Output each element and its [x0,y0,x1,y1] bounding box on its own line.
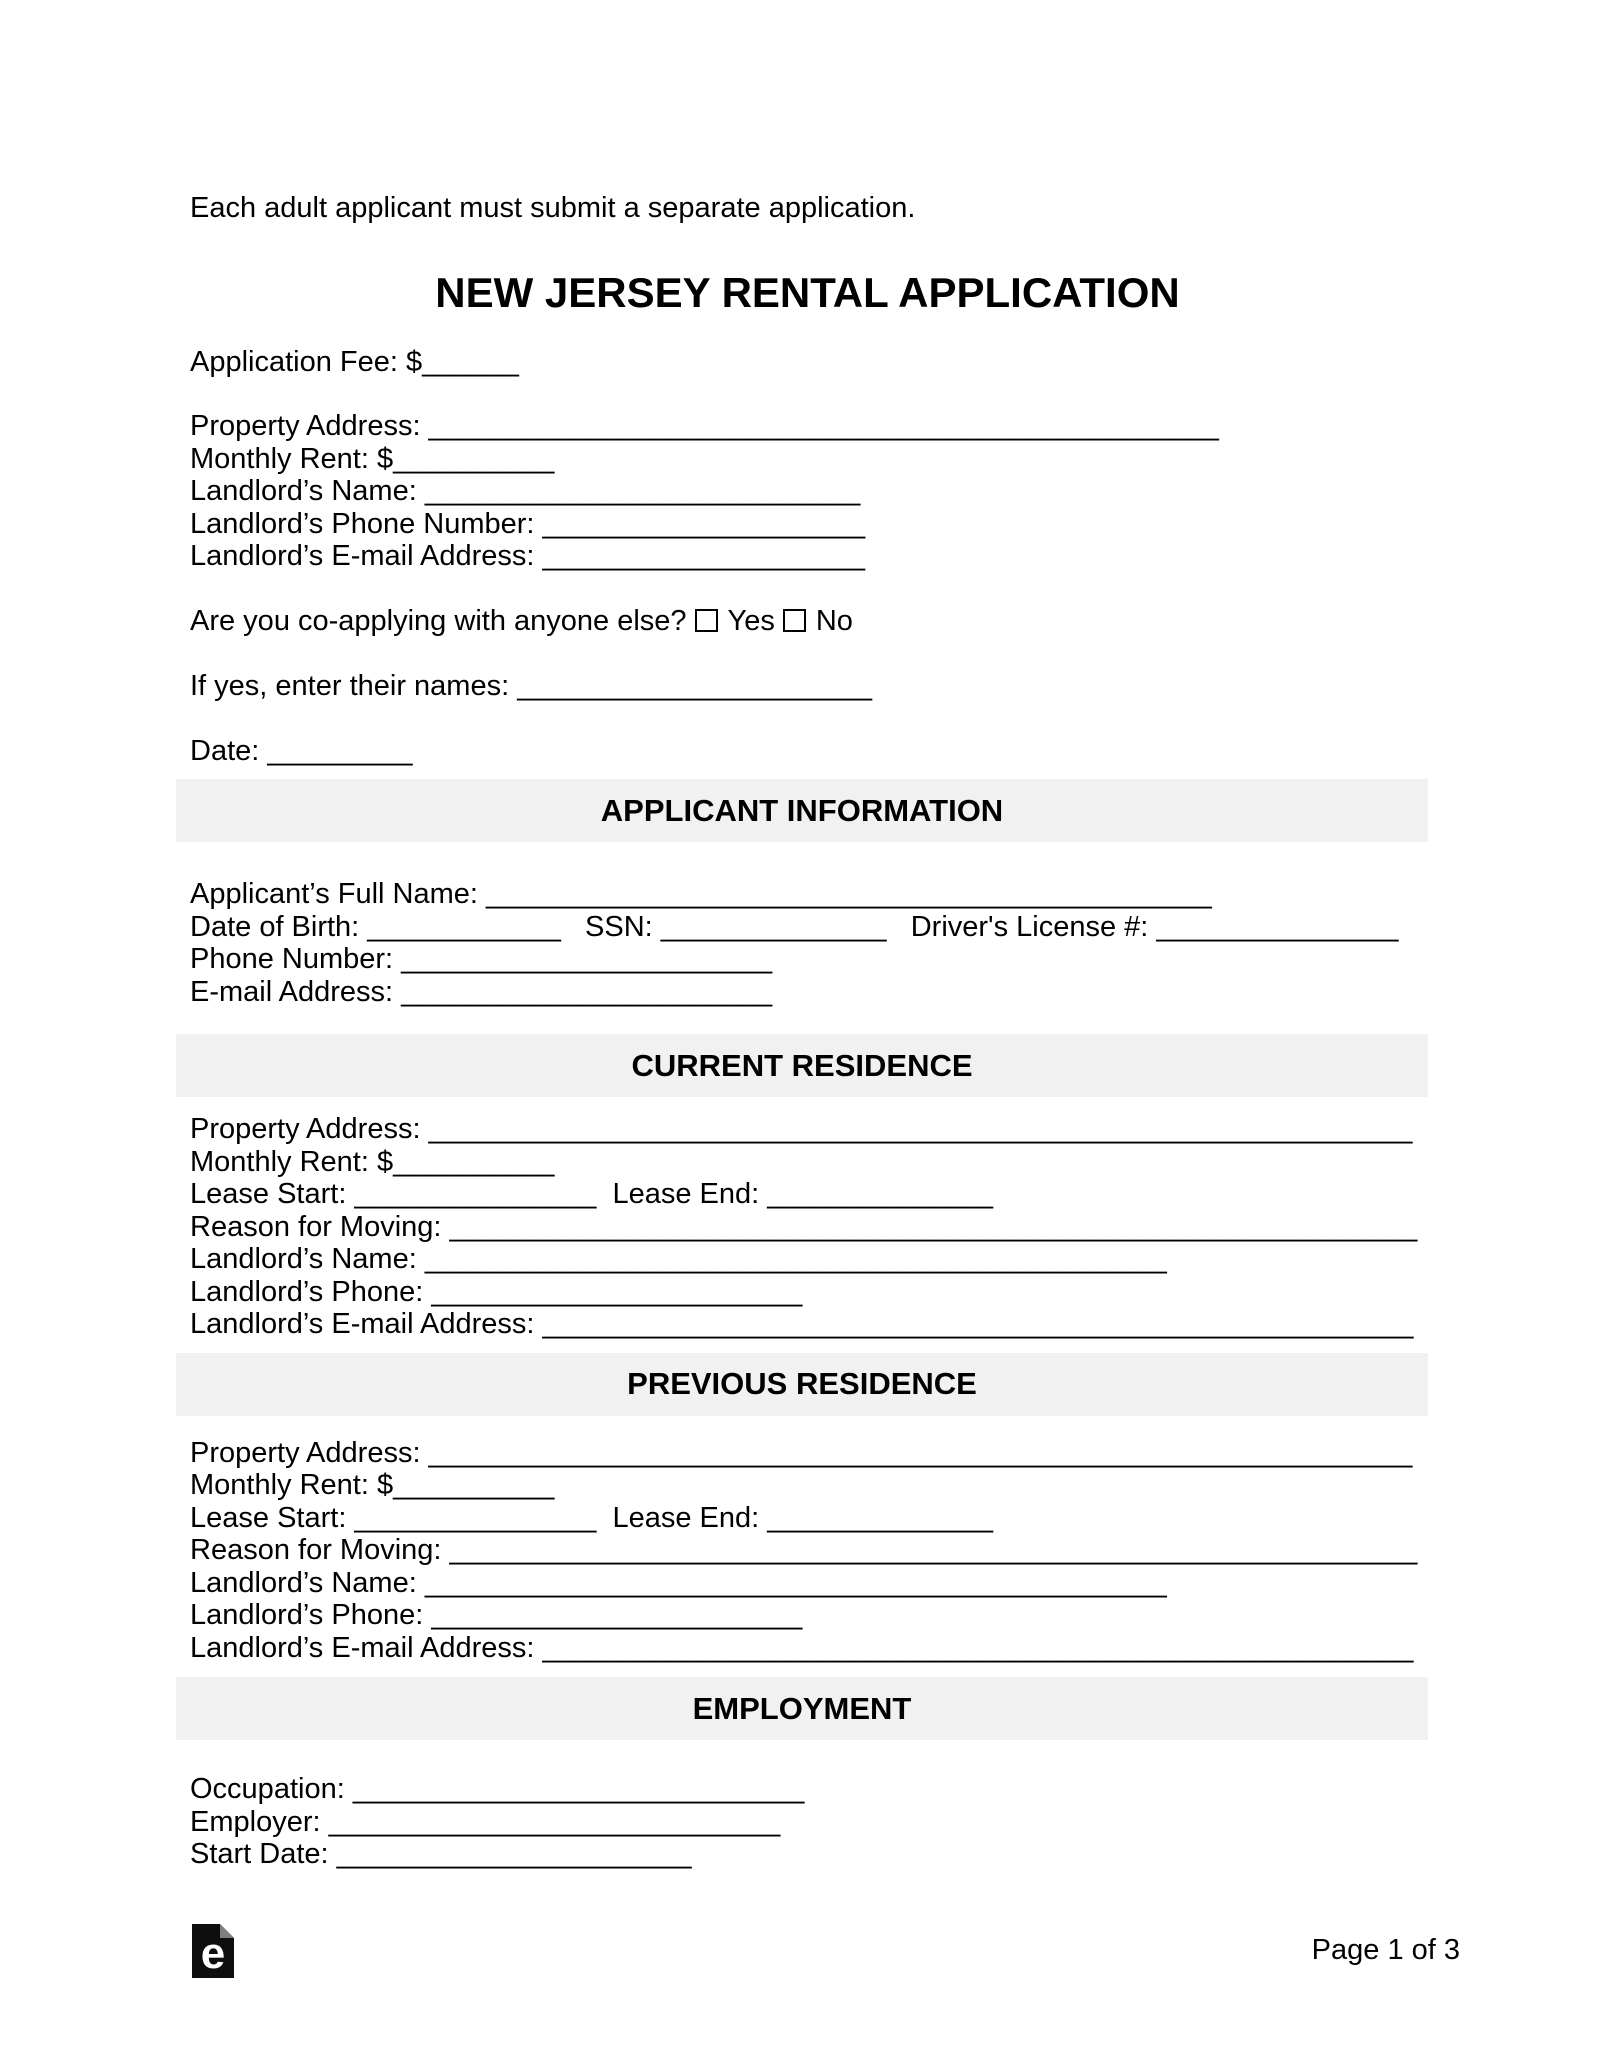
landlord-name-field: Landlord’s Name: ___________________________ [190,475,861,507]
landlord-phone-number-field: Landlord’s Phone Number: ____________________ [190,507,866,540]
current-landlord-phone-field: Landlord’s Phone: _______________________ [190,1275,803,1308]
previous-residence-header: PREVIOUS RESIDENCE [176,1353,1428,1416]
current-residence-group [190,1113,1425,1341]
yes-label: Yes [727,604,775,637]
monthly-rent-field: Monthly Rent: $__________ [190,442,555,475]
property-address-field: Property Address: _________________________________________________ [190,410,1219,442]
current-lease-dates-fields: Lease Start: _______________ Lease End: ______________ [190,1178,994,1210]
yes-checkbox[interactable] [695,609,718,632]
previous-landlord-name-field: Landlord’s Name: ______________________________________________ [190,1566,1167,1599]
application-fee-field: Application Fee: $______ [190,345,519,378]
current-reason-for-moving-field: Reason for Moving: ____________________________________________________________ [190,1210,1418,1243]
eforms-logo-icon [192,1924,234,1978]
intro-note: Each adult applicant must submit a separate application. [190,192,916,224]
previous-landlord-phone-field: Landlord’s Phone: _______________________ [190,1599,803,1631]
rental-property-group [190,410,1425,573]
previous-reason-for-moving-field: Reason for Moving: ____________________________________________________________ [190,1534,1418,1566]
previous-property-address-field: Property Address: _____________________________________________________________ [190,1436,1413,1469]
current-landlord-name-field: Landlord’s Name: ______________________________________________ [190,1243,1167,1275]
applicant-email-field: E-mail Address: _______________________ [190,975,773,1008]
date-field: Date: _________ [190,734,413,767]
current-monthly-rent-field: Monthly Rent: $__________ [190,1145,555,1178]
applicant-phone-field: Phone Number: _______________________ [190,943,773,975]
employment-group [190,1773,1425,1871]
landlord-email-field: Landlord’s E-mail Address: ____________________ [190,540,866,572]
occupation-field: Occupation: ____________________________ [190,1773,805,1805]
previous-lease-dates-fields: Lease Start: _______________ Lease End: ______________ [190,1501,994,1534]
no-label: No [815,604,853,637]
current-property-address-field: Property Address: _____________________________________________________________ [190,1113,1413,1145]
coapplying-question: Are you co-applying with anyone else? [190,604,687,637]
start-date-field: Start Date: ______________________ [190,1838,692,1870]
page-footer [190,1924,1460,1978]
coapplicant-names-field: If yes, enter their names: ______________________ [190,670,873,702]
current-landlord-email-field: Landlord’s E-mail Address: ______________________________________________________ [190,1308,1414,1340]
page-number: Page 1 of 3 [1311,1934,1460,1967]
previous-residence-group [190,1437,1425,1665]
applicant-information-header: APPLICANT INFORMATION [176,779,1428,842]
previous-monthly-rent-field: Monthly Rent: $__________ [190,1469,555,1501]
previous-landlord-email-field: Landlord’s E-mail Address: ______________________________________________________ [190,1631,1414,1664]
applicant-information-group [190,878,1425,1008]
applicant-full-name-field: Applicant’s Full Name: _____________________________________________ [190,878,1212,910]
employer-field: Employer: ____________________________ [190,1805,781,1838]
current-residence-header: CURRENT RESIDENCE [176,1034,1428,1097]
document-title: NEW JERSEY RENTAL APPLICATION [435,268,1180,316]
dob-ssn-license-fields: Date of Birth: ____________ SSN: ______________ Driver's License #: _______________ [190,910,1399,943]
employment-header: EMPLOYMENT [176,1677,1428,1740]
logo-letter: e [200,1928,226,1978]
no-checkbox[interactable] [783,609,806,632]
coapplying-question-line [190,605,1425,638]
